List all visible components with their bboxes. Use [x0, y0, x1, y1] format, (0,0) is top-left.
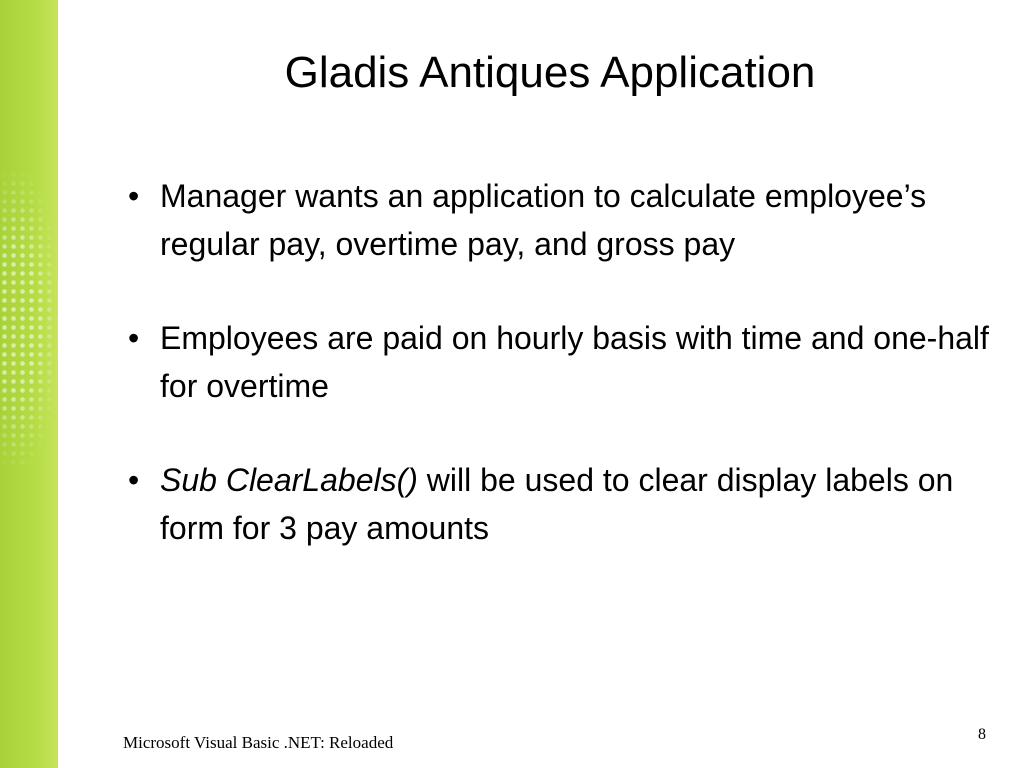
bullet-icon: •	[128, 320, 140, 356]
bullet-list	[120, 172, 990, 598]
bullet-text: will be used to clear display labels on form for 3 pay amounts	[160, 462, 954, 546]
bullet-text: Employees are paid on hourly basis with time and one-half for overtime	[160, 320, 989, 404]
bullet-item	[120, 456, 990, 552]
slide-footer: Microsoft Visual Basic .NET: Reloaded	[123, 733, 394, 752]
bullet-code-text: Sub ClearLabels()	[160, 462, 418, 498]
page-number: 8	[978, 726, 986, 743]
bullet-item	[120, 314, 990, 410]
accent-side-bar	[0, 0, 58, 768]
bullet-text: Manager wants an application to calculate employee’s regular pay, overtime pay, and gross pay	[160, 178, 927, 262]
dot-pattern-decoration	[0, 170, 58, 470]
bullet-icon: •	[128, 178, 140, 214]
bullet-icon: •	[128, 462, 140, 498]
bullet-item	[120, 172, 990, 268]
slide-title: Gladis Antiques Application	[284, 48, 816, 97]
